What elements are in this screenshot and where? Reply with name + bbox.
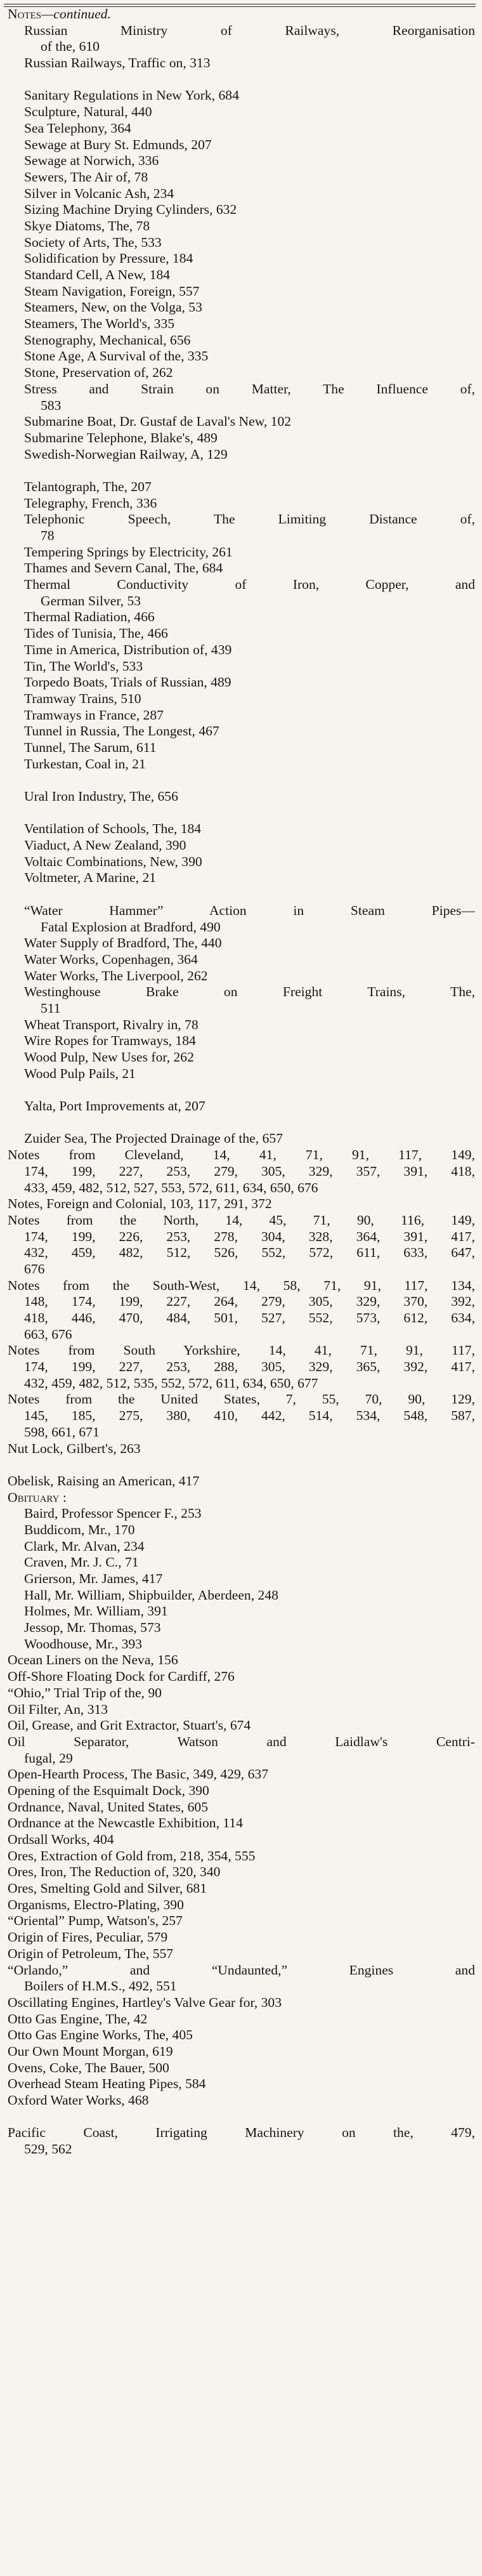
entry-line: Jessop, Mr. Thomas, 573 <box>24 1620 161 1636</box>
index-entry <box>8 1391 475 1440</box>
entry-line: Ordnance, Naval, United States, 605 <box>8 1799 209 1815</box>
index-entry <box>8 854 475 871</box>
index-entry <box>8 1033 475 1049</box>
entry-continuation: 174, 199, 226, 253, 278, 304, 328, 364, 391, 417, <box>24 1228 475 1244</box>
entry-line: Holmes, Mr. William, 391 <box>24 1603 168 1619</box>
index-entry <box>8 2060 475 2077</box>
index-entry <box>8 1734 475 1766</box>
index-entry <box>8 332 475 349</box>
entry-line: Oscillating Engines, Hartley's Valve Gear for, 303 <box>8 1994 282 2010</box>
entry-line: Telegraphy, French, 336 <box>24 495 157 511</box>
index-entry <box>8 2011 475 2028</box>
index-entry <box>8 348 475 365</box>
entry-line: Notes from the South-West, 14, 58, 71, 91, 117, 134, <box>8 1277 475 1293</box>
entry-line: Oil Filter, An, 313 <box>8 1701 108 1717</box>
entry-line: Voltaic Combinations, New, 390 <box>24 853 202 869</box>
index-entry <box>8 1571 475 1587</box>
index-entry <box>8 218 475 235</box>
entry-line: Sewage at Bury St. Edmunds, 207 <box>24 136 212 152</box>
index-entry <box>8 1718 475 1734</box>
entry-line: Society of Arts, The, 533 <box>24 234 162 250</box>
section-gap <box>8 1082 475 1098</box>
entry-continuation: 148, 174, 199, 227, 264, 279, 305, 329, 370, 392, <box>24 1294 475 1310</box>
index-entry <box>8 186 475 202</box>
entry-line: Otto Gas Engine, The, 42 <box>8 2011 148 2027</box>
index-entry <box>8 284 475 300</box>
index-entry <box>8 251 475 267</box>
entry-line: Organisms, Electro-Plating, 390 <box>8 1896 184 1912</box>
index-entry <box>8 1848 475 1865</box>
index-entry <box>8 479 475 496</box>
index-entry <box>8 1766 475 1783</box>
entry-line: “Oriental” Pump, Watson's, 257 <box>8 1913 183 1929</box>
entry-line: Telantograph, The, 207 <box>24 478 152 494</box>
entry-line: Zuider Sea, The Projected Drainage of the, 657 <box>24 1131 283 1147</box>
entry-line: Clark, Mr. Alvan, 234 <box>24 1538 145 1554</box>
index-entry <box>8 2125 475 2157</box>
entry-line: Standard Cell, A New, 184 <box>24 267 171 282</box>
entry-line: Pacific Coast, Irrigating Machinery on the, 479, <box>8 2125 475 2141</box>
entry-continuation: 433, 459, 482, 512, 527, 553, 572, 611, 634, 650, 676 <box>24 1180 318 1195</box>
entry-line: Ores, Smelting Gold and Silver, 681 <box>8 1881 207 1896</box>
entry-line: Tides of Tunisia, The, 466 <box>24 626 168 641</box>
index-entry <box>8 1832 475 1848</box>
entry-line: Our Own Mount Morgan, 619 <box>8 2043 173 2059</box>
index-entry <box>8 1929 475 1946</box>
entry-line: Wood Pulp Pails, 21 <box>24 1065 136 1081</box>
section-gap <box>8 886 475 903</box>
entry-continuation: Fatal Explosion at Bradford, 490 <box>41 919 221 935</box>
entry-line: Tin, The World's, 533 <box>24 658 143 674</box>
entry-continuation: 583 <box>41 397 62 413</box>
index-entry <box>8 23 475 55</box>
entry-line: Wheat Transport, Rivalry in, 78 <box>24 1016 199 1032</box>
index-entry <box>8 1131 475 1147</box>
entry-line: Ores, Extraction of Gold from, 218, 354, 555 <box>8 1848 256 1863</box>
index-entry <box>8 316 475 332</box>
index-entry <box>8 1603 475 1620</box>
section-gap <box>8 1115 475 1131</box>
entry-line: Viaduct, A New Zealand, 390 <box>24 838 186 853</box>
entry-line: Origin of Petroleum, The, 557 <box>8 1945 174 1961</box>
index-entry <box>8 511 475 544</box>
entry-line: Telephonic Speech, The Limiting Distance of, <box>24 511 475 527</box>
entry-line: Time in America, Distribution of, 439 <box>24 641 232 657</box>
index-entry <box>8 381 475 414</box>
index-entry <box>8 104 475 121</box>
index-entry <box>8 1473 475 1490</box>
entry-continuation: 418, 446, 470, 484, 501, 527, 552, 573, 612, 634, <box>24 1310 475 1325</box>
index-entry <box>8 1702 475 1718</box>
entry-continuation: 663, 676 <box>24 1326 72 1342</box>
entry-line: Tunnel, The Sarum, 611 <box>24 739 157 755</box>
index-entry <box>8 674 475 691</box>
entry-line: Solidification by Pressure, 184 <box>24 251 193 266</box>
index-column <box>8 6 475 2158</box>
index-entry <box>8 1587 475 1604</box>
entry-line: Ocean Liners on the Neva, 156 <box>8 1652 178 1668</box>
entry-line: Ovens, Coke, The Bauer, 500 <box>8 2060 169 2075</box>
entry-line: Thermal Conductivity of Iron, Copper, and <box>24 577 475 593</box>
entry-line: Nut Lock, Gilbert's, 263 <box>8 1440 141 1456</box>
entry-line: Tramway Trains, 510 <box>24 690 141 706</box>
entry-line: Stone Age, A Survival of the, 335 <box>24 348 209 364</box>
index-entry <box>8 609 475 626</box>
index-entry <box>8 1522 475 1539</box>
index-entry <box>8 1066 475 1082</box>
index-entry <box>8 1147 475 1196</box>
entry-line: Obelisk, Raising an American, 417 <box>8 1473 200 1488</box>
index-entry <box>8 659 475 675</box>
entry-line: Silver in Volcanic Ash, 234 <box>24 185 174 201</box>
index-entry <box>8 169 475 186</box>
index-entry <box>8 1636 475 1653</box>
entry-line: Tunnel in Russia, The Longest, 467 <box>24 723 219 739</box>
index-entry <box>8 153 475 169</box>
entry-line: Stone, Preservation of, 262 <box>24 365 173 381</box>
entry-line: Origin of Fires, Peculiar, 579 <box>8 1929 168 1945</box>
index-entry <box>8 740 475 756</box>
index-entry <box>8 299 475 316</box>
index-entry <box>8 691 475 707</box>
entry-line: “Water Hammer” Action in Steam Pipes— <box>24 902 475 918</box>
entry-continuation: 598, 661, 671 <box>24 1424 100 1440</box>
entry-line: Sea Telephony, 364 <box>24 120 131 136</box>
index-entry <box>8 1017 475 1034</box>
index-entry <box>8 1554 475 1571</box>
index-entry <box>8 1441 475 1457</box>
index-entry <box>8 1799 475 1816</box>
entry-continuation: Boilers of H.M.S., 492, 551 <box>24 1978 177 1994</box>
index-entry <box>8 1669 475 1685</box>
entry-line: Tramways in France, 287 <box>24 707 164 723</box>
entry-line: Notes from Cleveland, 14, 41, 71, 91, 117, 149, <box>8 1147 475 1163</box>
entry-line: Voltmeter, A Marine, 21 <box>24 870 157 886</box>
index-entry <box>8 1278 475 1343</box>
entry-line: Sanitary Regulations in New York, 684 <box>24 88 239 103</box>
entry-line: Ventilation of Schools, The, 184 <box>24 821 202 837</box>
section-gap <box>8 1457 475 1473</box>
index-entry <box>8 1049 475 1066</box>
index-entry <box>8 1098 475 1115</box>
entry-line: Steamers, New, on the Volga, 53 <box>24 299 202 315</box>
entry-line: Overhead Steam Heating Pipes, 584 <box>8 2076 206 2092</box>
index-entry <box>8 202 475 218</box>
entry-continuation: 78 <box>41 528 55 543</box>
entry-line: “Ohio,” Trial Trip of the, 90 <box>8 1685 162 1700</box>
index-entry <box>8 1212 475 1278</box>
entry-line: Swedish-Norwegian Railway, A, 129 <box>24 446 228 462</box>
index-entry <box>8 544 475 561</box>
entry-line: Oxford Water Works, 468 <box>8 2093 149 2108</box>
entry-line: Stress and Strain on Matter, The Influence of, <box>24 381 475 397</box>
index-entry <box>8 789 475 805</box>
index-entry <box>8 414 475 430</box>
index-entry <box>8 235 475 251</box>
entry-line: Ural Iron Industry, The, 656 <box>24 789 178 804</box>
entry-line: Hall, Mr. William, Shipbuilder, Aberdeen, 248 <box>24 1587 278 1603</box>
section-gap <box>8 805 475 822</box>
index-entry <box>8 1946 475 1962</box>
index-entry <box>8 838 475 854</box>
entry-line: Buddicom, Mr., 170 <box>24 1521 135 1537</box>
index-entry <box>8 2076 475 2093</box>
index-entry <box>8 121 475 137</box>
index-entry <box>8 903 475 935</box>
index-entry <box>8 821 475 838</box>
entry-line: Tempering Springs by Electricity, 261 <box>24 544 233 560</box>
index-entry <box>8 267 475 284</box>
entry-line: Thermal Radiation, 466 <box>24 609 155 625</box>
entry-line: Yalta, Port Improvements at, 207 <box>24 1098 205 1114</box>
heading-label: Notes <box>8 6 42 22</box>
entry-continuation: 174, 199, 227, 253, 279, 305, 329, 357, 391, 418, <box>24 1163 475 1179</box>
entry-line: Sewage at Norwich, 336 <box>24 153 159 169</box>
entry-line: Craven, Mr. J. C., 71 <box>24 1554 139 1570</box>
entry-line: Notes from South Yorkshire, 14, 41, 71, 91, 117, <box>8 1343 475 1358</box>
entry-line: Turkestan, Coal in, 21 <box>24 756 146 772</box>
entry-line: Opening of the Esquimalt Dock, 390 <box>8 1782 209 1798</box>
entry-line: Notes from the United States, 7, 55, 70, 90, 129, <box>8 1391 475 1407</box>
entry-line: Torpedo Boats, Trials of Russian, 489 <box>24 674 231 690</box>
subsection-heading: Obituary : <box>8 1489 67 1505</box>
entry-continuation: of the, 610 <box>41 39 100 55</box>
entry-line: Grierson, Mr. James, 417 <box>24 1571 163 1586</box>
entry-line: Notes, Foreign and Colonial, 103, 117, 291, 372 <box>8 1196 272 1212</box>
index-entry <box>8 935 475 952</box>
entry-line: Otto Gas Engine Works, The, 405 <box>8 2027 193 2043</box>
entry-line: Russian Railways, Traffic on, 313 <box>24 55 211 71</box>
index-entry <box>8 88 475 104</box>
index-entry <box>8 430 475 447</box>
section-gap <box>8 772 475 789</box>
index-entry <box>8 577 475 609</box>
entry-continuation: German Silver, 53 <box>41 593 141 608</box>
index-entry <box>8 496 475 512</box>
entry-line: Oil, Grease, and Grit Extractor, Stuart's, 674 <box>8 1718 251 1733</box>
index-entry <box>8 2093 475 2109</box>
entry-line: Stenography, Mechanical, 656 <box>24 332 191 348</box>
entry-line: Water Works, The Liverpool, 262 <box>24 968 208 983</box>
index-entry <box>8 756 475 773</box>
index-entry <box>8 1196 475 1212</box>
index-entry <box>8 560 475 577</box>
index-entry <box>8 707 475 724</box>
entry-continuation: 676 <box>24 1261 45 1277</box>
entry-line: Open-Hearth Process, The Basic, 349, 429, 637 <box>8 1766 268 1782</box>
entry-continuation: 432, 459, 482, 512, 535, 552, 572, 611, 634, 650, 677 <box>24 1375 318 1391</box>
index-entry <box>8 2044 475 2060</box>
entry-line: Baird, Professor Spencer F., 253 <box>24 1506 202 1521</box>
index-entry <box>8 1343 475 1391</box>
section-gap <box>8 463 475 479</box>
entry-line: Water Works, Copenhagen, 364 <box>24 951 198 967</box>
section-gap <box>8 72 475 88</box>
entry-line: Ordnance at the Newcastle Exhibition, 114 <box>8 1815 243 1831</box>
index-entry <box>8 968 475 985</box>
index-entry <box>8 1652 475 1669</box>
entry-continuation: fugal, 29 <box>24 1750 73 1766</box>
entry-line: Submarine Telephone, Blake's, 489 <box>24 430 218 445</box>
entry-line: Steamers, The World's, 335 <box>24 316 175 332</box>
section-gap <box>8 2109 475 2126</box>
entry-continuation: 145, 185, 275, 380, 410, 442, 514, 534, 548, 587, <box>24 1408 475 1424</box>
entry-line: Ordsall Works, 404 <box>8 1832 114 1847</box>
index-entry <box>8 1620 475 1636</box>
entry-continuation: 529, 562 <box>24 2141 72 2157</box>
entry-line: Sculpture, Natural, 440 <box>24 104 152 120</box>
index-entry <box>8 55 475 72</box>
index-entry <box>8 870 475 886</box>
index-entry <box>8 1539 475 1555</box>
entry-line: Submarine Boat, Dr. Gustaf de Laval's New, 102 <box>24 414 292 430</box>
entry-line: Wood Pulp, New Uses for, 262 <box>24 1049 194 1065</box>
index-entry <box>8 1783 475 1799</box>
entry-line: “Orlando,” and “Undaunted,” Engines and <box>8 1962 475 1978</box>
index-entry <box>8 2027 475 2044</box>
entry-line: Skye Diatoms, The, 78 <box>24 218 150 233</box>
entry-line: Sewers, The Air of, 78 <box>24 169 148 185</box>
entry-line: Oil Separator, Watson and Laidlaw's Centri- <box>8 1733 475 1749</box>
entry-line: Ores, Iron, The Reduction of, 320, 340 <box>8 1864 221 1880</box>
index-entry <box>8 642 475 659</box>
entry-line: Notes from the North, 14, 45, 71, 90, 116, 149, <box>8 1212 475 1228</box>
index-entries <box>8 23 475 2158</box>
entry-line: Russian Ministry of Railways, Reorganisation <box>24 22 475 38</box>
index-entry <box>8 137 475 154</box>
index-entry <box>8 984 475 1016</box>
entry-line: Thames and Severn Canal, The, 684 <box>24 560 223 576</box>
index-entry <box>8 1506 475 1522</box>
entry-line: Water Supply of Bradford, The, 440 <box>24 935 222 951</box>
index-entry <box>8 1881 475 1897</box>
entry-continuation: 511 <box>41 1000 61 1016</box>
index-entry <box>8 1897 475 1914</box>
index-entry <box>8 1995 475 2011</box>
entry-continuation: 174, 199, 227, 253, 288, 305, 329, 365, 392, 417, <box>24 1359 475 1375</box>
entry-continuation: 432, 459, 482, 512, 526, 552, 572, 611, 633, 647, <box>24 1245 475 1261</box>
entry-line: Steam Navigation, Foreign, 557 <box>24 283 200 299</box>
index-entry <box>8 1962 475 1995</box>
entry-line: Wire Ropes for Tramways, 184 <box>24 1033 196 1049</box>
index-entry <box>8 365 475 381</box>
index-entry <box>8 1913 475 1929</box>
index-entry <box>8 1685 475 1702</box>
entry-line: Off-Shore Floating Dock for Cardiff, 276 <box>8 1669 235 1685</box>
index-entry <box>8 952 475 968</box>
entry-line: Sizing Machine Drying Cylinders, 632 <box>24 202 237 218</box>
section-heading <box>8 6 475 23</box>
heading-suffix: —continued. <box>41 6 111 22</box>
index-entry <box>8 1864 475 1881</box>
entry-line: Woodhouse, Mr., 393 <box>24 1636 143 1652</box>
index-entry <box>8 447 475 463</box>
index-entry <box>8 626 475 642</box>
index-entry <box>8 723 475 740</box>
index-entry <box>8 1815 475 1832</box>
entry-line: Westinghouse Brake on Freight Trains, The, <box>24 984 475 1000</box>
